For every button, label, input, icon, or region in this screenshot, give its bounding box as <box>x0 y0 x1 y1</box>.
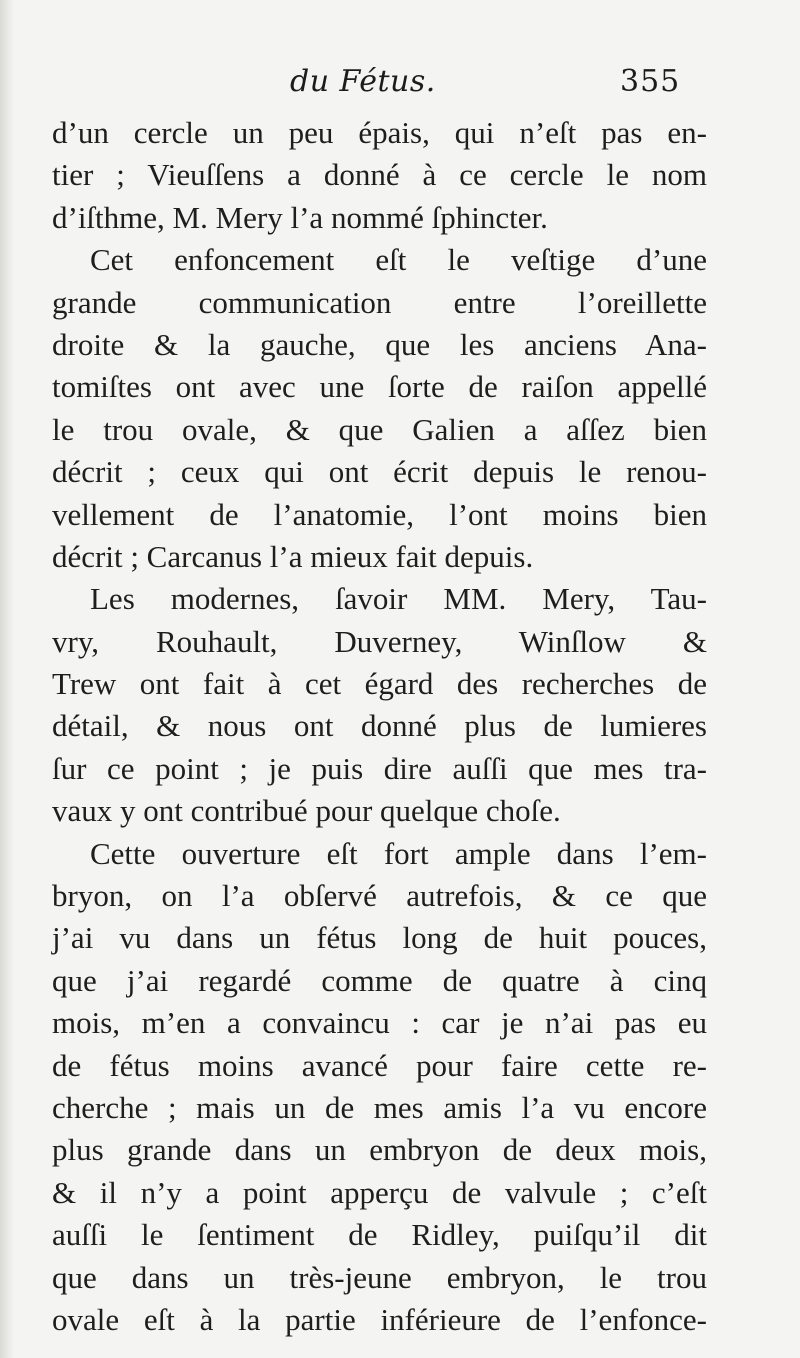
text-line: vellement de l’anatomie, l’ont moins bien <box>52 496 707 532</box>
text-line: que dans un très-jeune embryon, le trou <box>52 1259 707 1295</box>
page-edge-shadow <box>0 0 14 1358</box>
text-line: cherche ; mais un de mes amis l’a vu encore <box>52 1089 707 1125</box>
text-line: d’iſthme, M. Mery l’a nommé ſphincter. <box>52 199 548 235</box>
text-line: & il n’y a point apperçu de valvule ; c’eſt <box>52 1174 707 1210</box>
text-line: tier ; Vieuſſens a donné à ce cercle le nom <box>52 157 707 193</box>
text-line: plus grande dans un embryon de deux mois, <box>52 1132 707 1168</box>
text-line: mois, m’en a convaincu : car je n’ai pas eu <box>52 1005 707 1041</box>
text-line: auſſi le ſentiment de Ridley, puiſqu’il dit <box>52 1217 707 1253</box>
text-line: Cet enfoncement eſt le veſtige d’une <box>90 242 707 278</box>
text-line: décrit ; ceux qui ont écrit depuis le renou- <box>52 454 707 490</box>
text-line: Les modernes, ſavoir MM. Mery, Tau- <box>90 581 707 617</box>
text-line: vaux y ont contribué pour quelque choſe. <box>52 793 561 829</box>
running-head: du Fétus. <box>290 64 436 99</box>
text-line: le trou ovale, & que Galien a aſſez bien <box>52 411 707 447</box>
text-line: tomiſtes ont avec une ſorte de raiſon appellé <box>52 369 707 405</box>
text-line: ovale eſt à la partie inférieure de l’enfonce- <box>52 1301 707 1337</box>
text-line: grande communication entre l’oreillette <box>52 284 707 320</box>
text-line: Cette ouverture eſt fort ample dans l’em- <box>90 835 707 871</box>
text-line: droite & la gauche, que les anciens Ana- <box>52 326 707 362</box>
text-line: j’ai vu dans un fétus long de huit pouces, <box>52 920 707 956</box>
page-number: 355 <box>620 64 681 99</box>
text-line: détail, & nous ont donné plus de lumieres <box>52 708 707 744</box>
text-line: de fétus moins avancé pour faire cette re- <box>52 1047 707 1083</box>
body-text <box>52 112 707 1341</box>
page-header <box>0 64 800 114</box>
text-line: que j’ai regardé comme de quatre à cinq <box>52 962 707 998</box>
text-line: décrit ; Carcanus l’a mieux fait depuis. <box>52 538 534 574</box>
text-line: Trew ont fait à cet égard des recherches de <box>52 666 707 702</box>
text-line: d’un cercle un peu épais, qui n’eſt pas en- <box>52 115 707 150</box>
text-line: ſur ce point ; je puis dire auſſi que mes tra- <box>52 750 707 786</box>
text-line: bryon, on l’a obſervé autrefois, & ce que <box>52 878 707 914</box>
text-line: vry, Rouhault, Duverney, Winſlow & <box>52 623 707 659</box>
